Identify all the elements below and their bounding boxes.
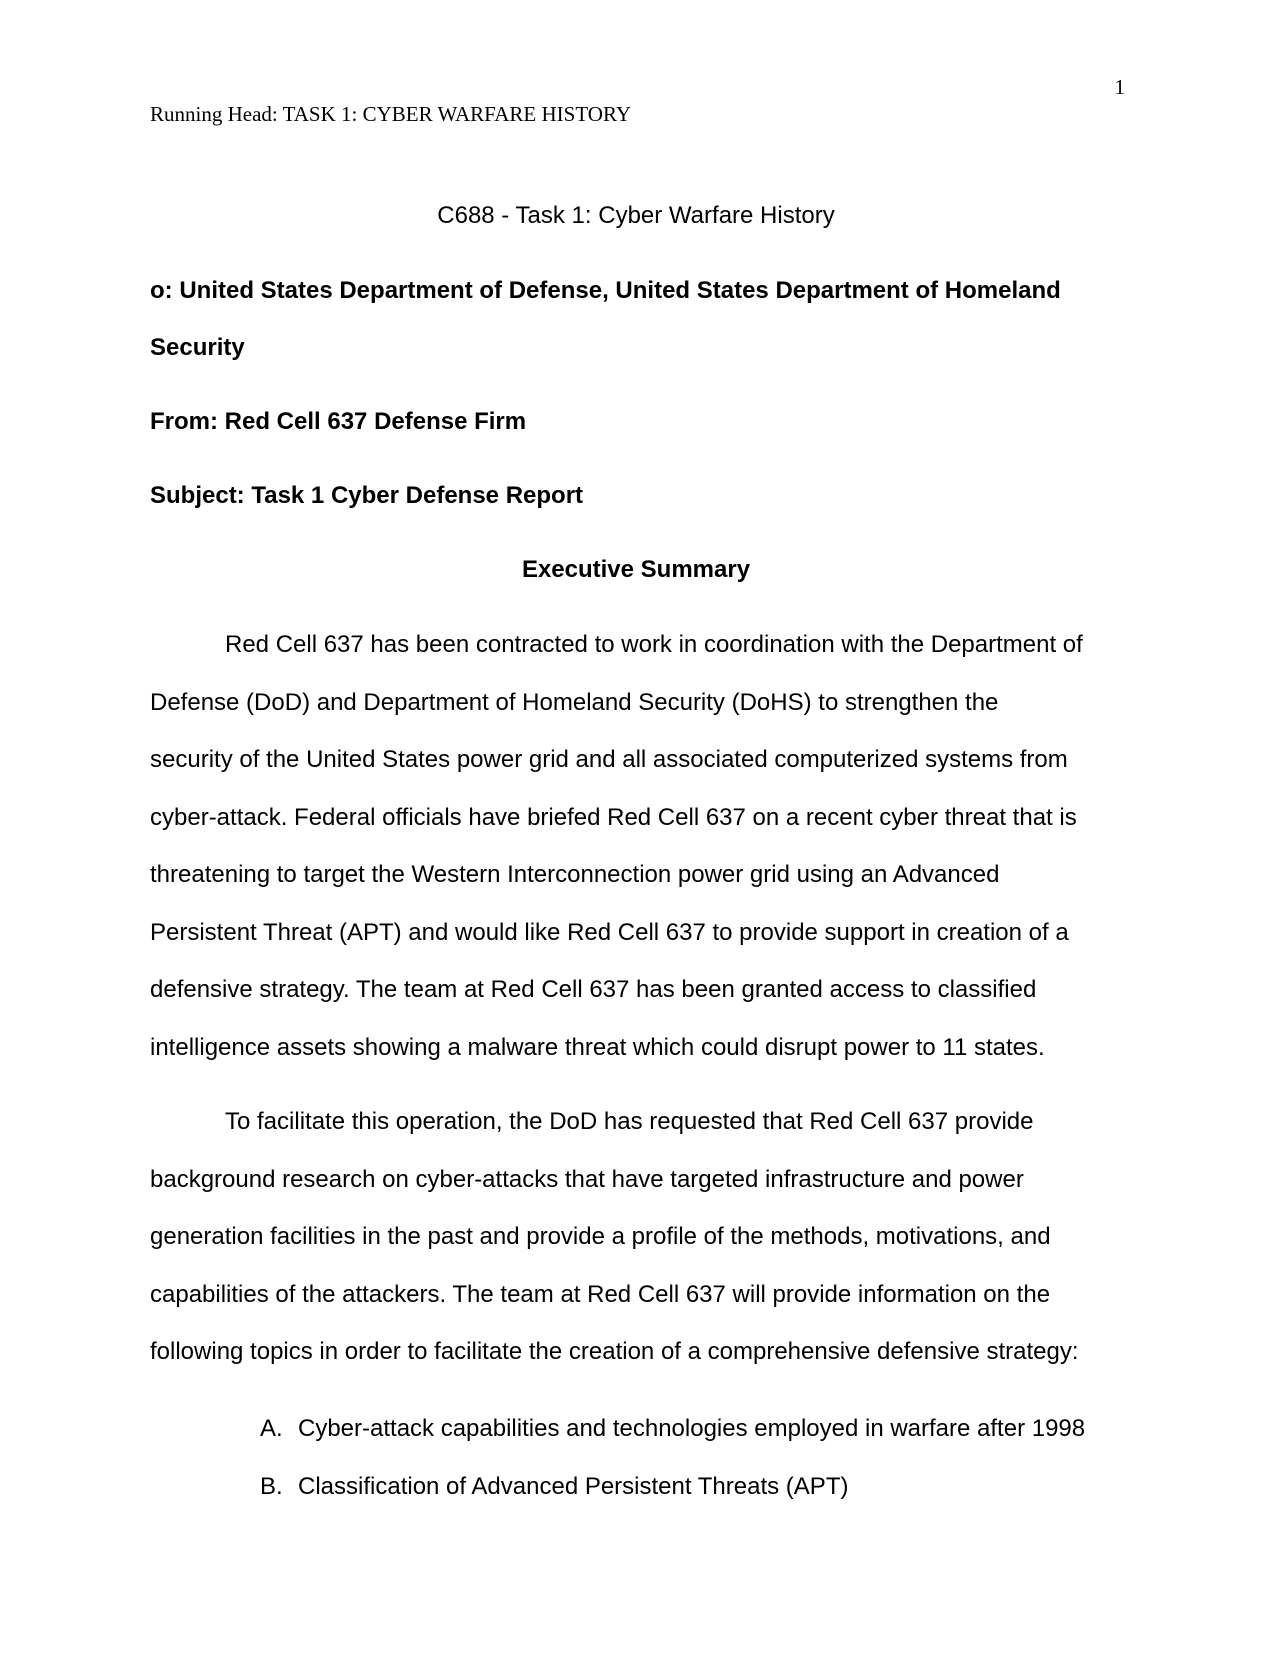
- paragraph-line: cyber-attack. Federal officials have briefed Red Cell 637 on a recent cyber threat that is: [150, 803, 1077, 831]
- paragraph-line: background research on cyber-attacks that have targeted infrastructure and power: [150, 1165, 1024, 1193]
- paragraph-line: Persistent Threat (APT) and would like Red Cell 637 to provide support in creation of a: [150, 918, 1069, 946]
- list-item: [260, 1400, 1085, 1458]
- list-item: [260, 1458, 1085, 1516]
- paragraph-line: generation facilities in the past and provide a profile of the methods, motivations, and: [150, 1223, 1051, 1250]
- paragraph-line: To facilitate this operation, the DoD has requested that Red Cell 637 provide: [225, 1108, 1034, 1135]
- memo-from-line: From: Red Cell 637 Defense Firm: [150, 408, 527, 435]
- paragraph-1: [150, 616, 1125, 1076]
- list-item-text: Cyber-attack capabilities and technologies employed in warfare after 1998: [298, 1415, 1086, 1442]
- paragraph-2: [150, 1093, 1125, 1381]
- paragraph-line: capabilities of the attackers. The team at Red Cell 637 will provide information on the: [150, 1280, 1051, 1308]
- paragraph-line: threatening to target the Western Interconnection power grid using an Advanced: [150, 861, 1000, 888]
- list-marker: A.: [260, 1415, 283, 1442]
- running-head: Running Head: TASK 1: CYBER WARFARE HISTORY: [150, 102, 631, 126]
- page-number: 1: [1114, 75, 1125, 99]
- topics-list: [260, 1400, 1085, 1515]
- paragraph-line: following topics in order to facilitate the creation of a comprehensive defensive strategy:: [150, 1338, 1079, 1365]
- paragraph-line: security of the United States power grid and all associated computerized systems from: [150, 746, 1068, 773]
- paragraph-line: Defense (DoD) and Department of Homeland Security (DoHS) to strengthen the: [150, 688, 999, 716]
- list-marker: B.: [260, 1472, 283, 1500]
- paragraph-line: defensive strategy. The team at Red Cell 637 has been granted access to classified: [150, 976, 1037, 1003]
- list-item-text: Classification of Advanced Persistent Threats (APT): [298, 1472, 849, 1500]
- section-heading: Executive Summary: [521, 556, 751, 583]
- paragraph-line: intelligence assets showing a malware threat which could disrupt power to 11 states.: [150, 1033, 1045, 1061]
- paragraph-line: Red Cell 637 has been contracted to work in coordination with the Department of: [225, 631, 1083, 658]
- memo-to-line: o: United States Department of Defense, United States Department of Homeland Security: [150, 277, 1061, 361]
- memo-subject-line: Subject: Task 1 Cyber Defense Report: [150, 482, 584, 509]
- document-title: C688 - Task 1: Cyber Warfare History: [437, 202, 835, 229]
